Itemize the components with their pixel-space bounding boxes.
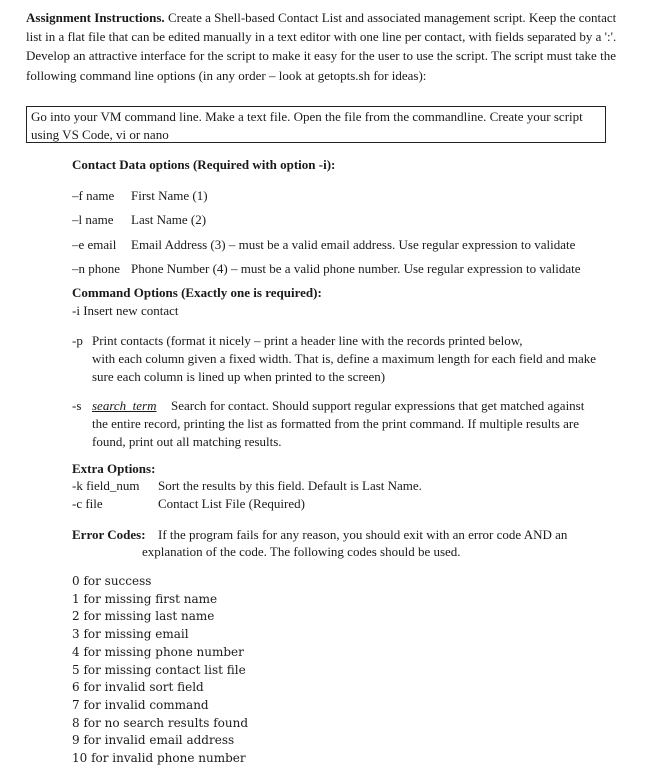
option-flag-email: –e email [72,237,117,252]
option-desc-first: First Name (1) [131,188,208,203]
option-desc-email: Email Address (3) – must be a valid email address. Use regular expression to validate [131,237,576,252]
extra-flag-file: -c file [72,496,103,511]
search-desc-rest: the entire record, printing the list as formatted from the print command. If multiple results are found, print out all matching results. [92,416,579,449]
command-options-heading: Command Options (Exactly one is required): [72,285,322,300]
error-codes-label: Error Codes: [72,527,146,542]
search-flag: -s [72,398,82,413]
error-code-item: 5 for missing contact list file [72,662,246,677]
contact-options-heading: Contact Data options (Required with option -i): [72,157,336,172]
extra-options-heading: Extra Options: [72,461,156,476]
error-code-list [72,573,248,768]
error-code-item: 10 for invalid phone number [72,751,246,766]
option-desc-phone: Phone Number (4) – must be a valid phone number. Use regular expression to validate [131,261,581,276]
error-code-item: 6 for invalid sort field [72,680,204,695]
error-code-item: 8 for no search results found [72,715,249,730]
error-code-item: 1 for missing first name [72,591,218,606]
extra-desc-sort: Sort the results by this field. Default is Last Name. [158,478,422,493]
search-term: search_term [92,398,157,413]
search-desc-line1: Search for contact. Should support regular expressions that get matched against [171,398,585,413]
instructions-text: Create a Shell-based Contact List and associated management script. Keep the contact list in a flat file that can be edited manually in a text editor with one line per contact, with fields separated by a ':'. Develop an attractive interface for the script to make it easy for the user to use the script. The script must take the following command line options (in any order – look at getopts.sh for ideas): [26,10,617,83]
error-codes-line1: If the program fails for any reason, you should exit with an error code AND an [158,527,568,542]
error-codes-line2: explanation of the code. The following codes should be used. [142,544,461,559]
extra-flag-sort: -k field_num [72,478,140,493]
error-code-item: 4 for missing phone number [72,644,244,659]
extra-desc-file: Contact List File (Required) [158,496,305,511]
instructions-title: Assignment Instructions. [26,10,165,25]
option-flag-phone: –n phone [72,261,121,276]
error-code-item: 9 for invalid email address [72,733,235,748]
vm-note-box: Go into your VM command line. Make a text file. Open the file from the commandline. Create your script using VS Code, vi or nano [26,106,606,143]
print-flag: -p [72,333,83,348]
print-desc-rest: with each column given a fixed width. That is, define a maximum length for each field and make sure each column is lined up when printed to the screen) [92,351,597,384]
option-flag-last: –l name [72,212,114,227]
assignment-instructions [26,8,626,85]
error-code-item: 3 for missing email [72,627,189,642]
error-code-item: 7 for invalid command [72,697,209,712]
insert-option: -i Insert new contact [72,303,179,318]
error-code-item: 2 for missing last name [72,609,215,624]
option-flag-first: –f name [72,188,115,203]
print-desc-line1: Print contacts (format it nicely – print a header line with the records printed below, [92,333,523,348]
option-desc-last: Last Name (2) [131,212,207,227]
error-code-item: 0 for success [72,574,152,588]
